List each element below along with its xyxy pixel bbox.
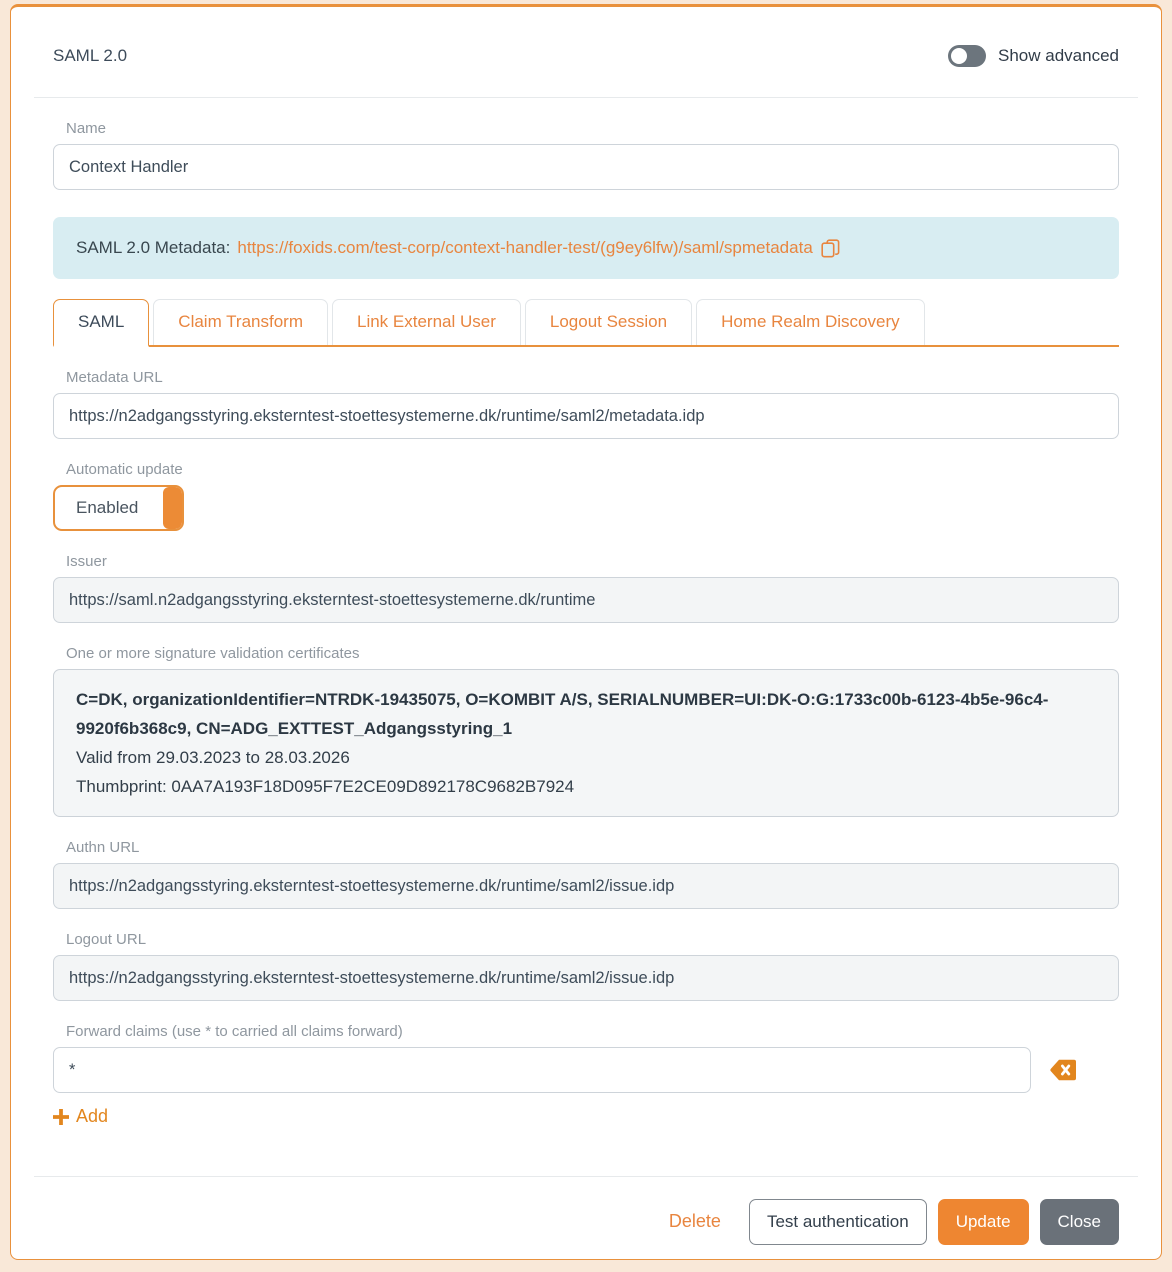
saml-metadata-banner [53, 217, 1119, 279]
tab-link-external-user[interactable]: Link External User [332, 299, 521, 345]
copy-icon[interactable] [821, 239, 840, 258]
automatic-update-label: Automatic update [66, 461, 183, 478]
authn-url-group [53, 839, 1119, 909]
name-label: Name [66, 120, 107, 137]
metadata-banner-label: SAML 2.0 Metadata: [76, 238, 231, 257]
saml-config-card [10, 4, 1162, 1260]
issuer-input [53, 577, 1119, 623]
toggle-off-icon[interactable] [948, 45, 986, 67]
show-advanced-label: Show advanced [998, 46, 1119, 65]
certificate-subject: C=DK, organizationIdentifier=NTRDK-19435075, O=KOMBIT A/S, SERIALNUMBER=UI:DK-O:G:1733c00b-6123-4b5e-96c4-9920f6b368c9, CN=ADG_EXTTEST_Adgangsstyring_1 [76, 690, 1049, 738]
automatic-update-value: Enabled [76, 498, 139, 517]
tab-logout-session[interactable]: Logout Session [525, 299, 692, 345]
forward-claims-label: Forward claims (use * to carried all claims forward) [66, 1023, 403, 1040]
remove-claim-icon[interactable] [1050, 1059, 1077, 1081]
certificates-label: One or more signature validation certificates [66, 645, 360, 662]
metadata-url-input[interactable] [53, 393, 1119, 439]
metadata-url-group [53, 369, 1119, 439]
show-advanced-toggle[interactable] [948, 45, 1119, 67]
footer-actions [11, 1199, 1161, 1245]
delete-button[interactable]: Delete [668, 1211, 721, 1231]
certificate-thumbprint: Thumbprint: 0AA7A193F18D095F7E2CE09D892178C9682B7924 [76, 777, 575, 796]
metadata-url-label: Metadata URL [66, 369, 163, 386]
name-field-group [53, 120, 1119, 190]
plus-icon [53, 1109, 69, 1125]
certificate-info-box [53, 669, 1119, 817]
tab-saml[interactable]: SAML [53, 299, 149, 347]
name-input[interactable] [53, 144, 1119, 190]
tab-bar [53, 299, 1119, 347]
add-claim-label: Add [76, 1106, 109, 1126]
authn-url-label: Authn URL [66, 839, 140, 856]
issuer-label: Issuer [66, 553, 107, 570]
issuer-group [53, 553, 1119, 623]
page-title: SAML 2.0 [53, 46, 128, 65]
forward-claims-group [53, 1023, 1119, 1130]
forward-claims-input[interactable] [53, 1047, 1031, 1093]
certificates-group [53, 645, 1119, 817]
close-button[interactable]: Close [1040, 1199, 1119, 1245]
update-button[interactable]: Update [938, 1199, 1029, 1245]
authn-url-input [53, 863, 1119, 909]
toggle-handle-icon [163, 487, 182, 529]
card-header [11, 45, 1161, 67]
footer-divider [34, 1176, 1138, 1177]
automatic-update-toggle[interactable] [53, 485, 184, 531]
toggle-knob [951, 48, 967, 64]
header-divider [34, 97, 1138, 98]
tab-claim-transform[interactable]: Claim Transform [153, 299, 328, 345]
automatic-update-group [53, 461, 1119, 531]
forward-claims-row [53, 1047, 1119, 1093]
certificate-validity: Valid from 29.03.2023 to 28.03.2026 [76, 748, 350, 767]
logout-url-label: Logout URL [66, 931, 147, 948]
tab-home-realm-discovery[interactable]: Home Realm Discovery [696, 299, 925, 345]
logout-url-group [53, 931, 1119, 1001]
add-claim-button[interactable] [53, 1106, 108, 1127]
form-content [11, 120, 1161, 1130]
logout-url-input [53, 955, 1119, 1001]
metadata-url-link[interactable]: https://foxids.com/test-corp/context-handler-test/(g9ey6lfw)/saml/spmetadata [237, 238, 813, 257]
test-authentication-button[interactable]: Test authentication [749, 1199, 927, 1245]
